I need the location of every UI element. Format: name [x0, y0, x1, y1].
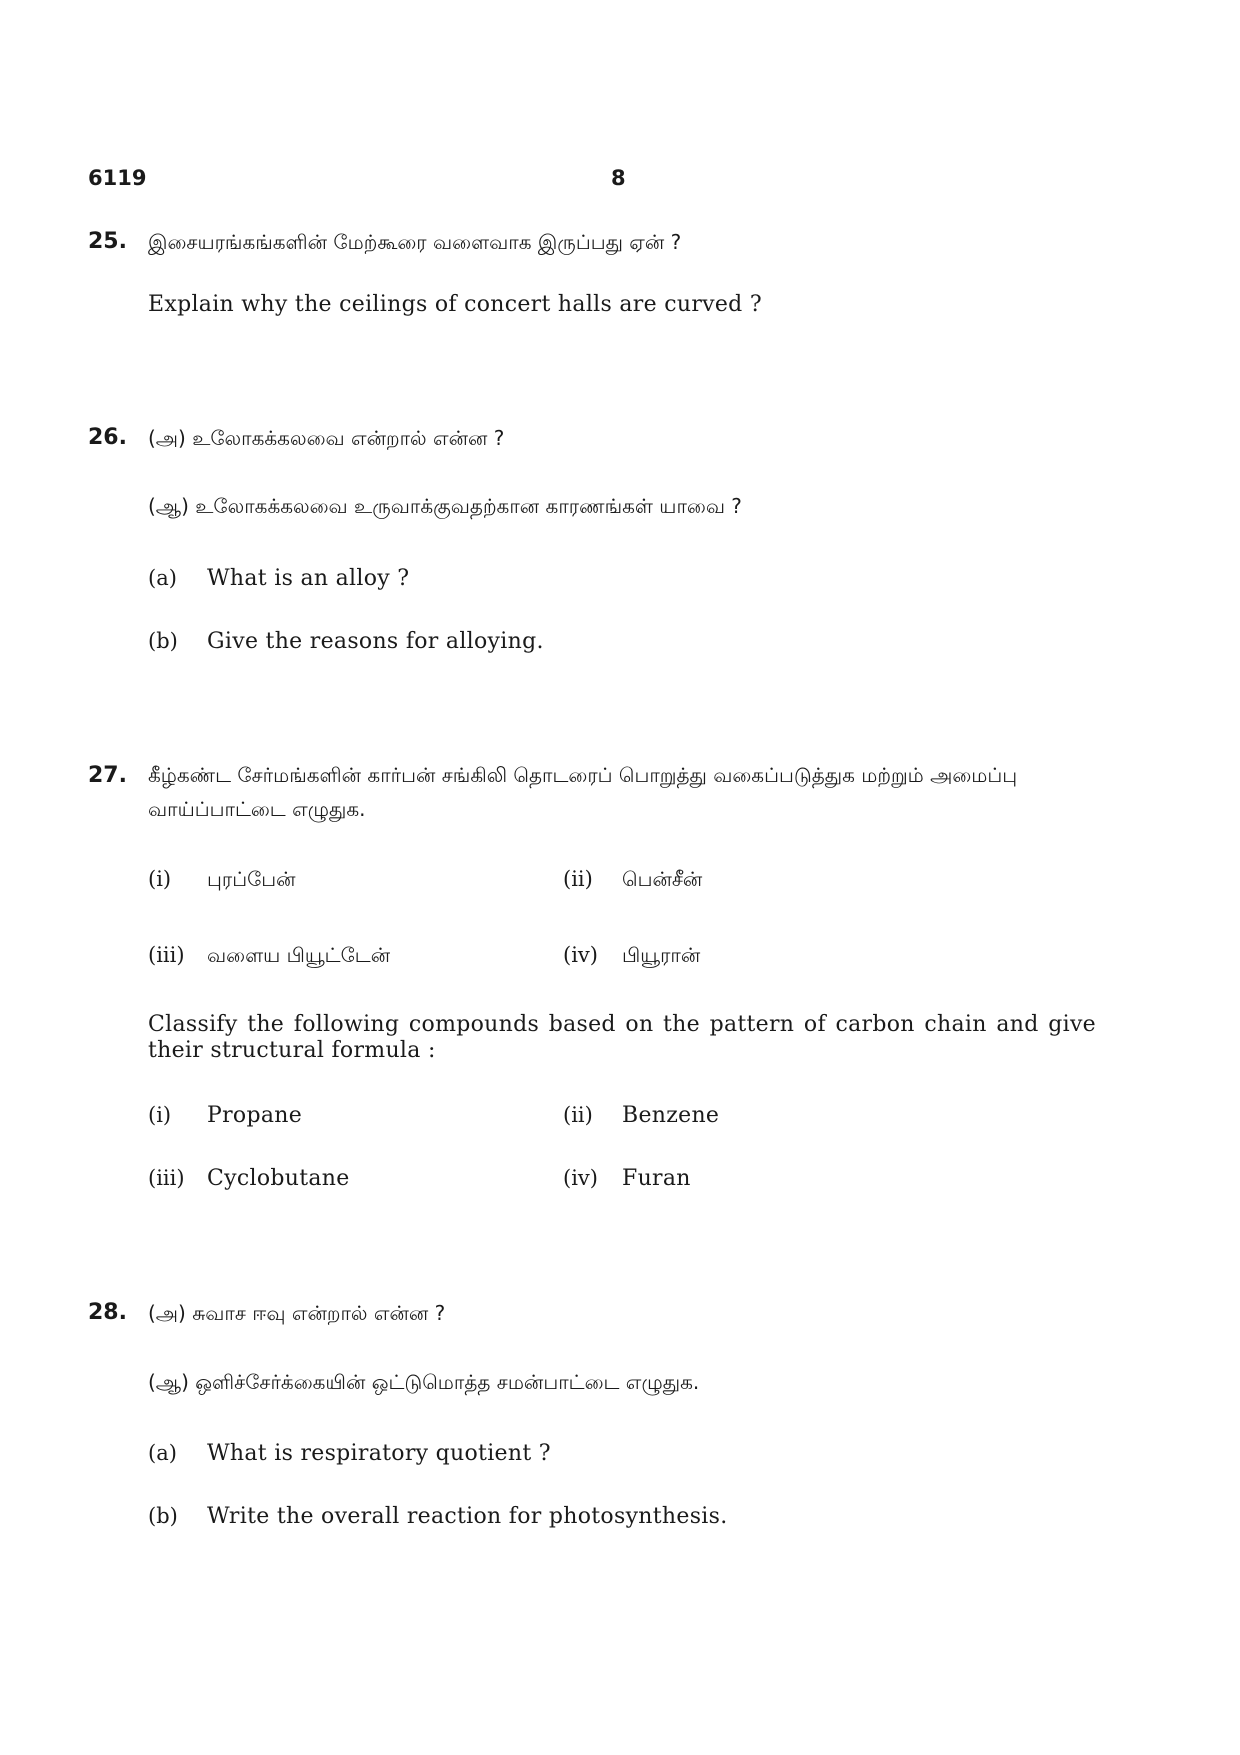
compound-name-english: Benzene [622, 1103, 720, 1128]
compound-label: (iv) [563, 1166, 598, 1190]
subquestion-tamil-b: (ஆ) ஒளிச்சேர்க்கையின் ஒட்டுமொத்த சமன்பாட்டை எழுதுக. [148, 1370, 700, 1394]
subquestion-tamil-b: (ஆ) உலோகக்கலவை உருவாக்குவதற்கான காரணங்கள் யாவை ? [148, 494, 742, 518]
compound-name-english: Furan [622, 1166, 691, 1191]
subquestion-english-a: What is respiratory quotient ? [207, 1441, 551, 1466]
compound-label: (ii) [563, 1103, 593, 1127]
subquestion-tamil-a: (அ) உலோகக்கலவை என்றால் என்ன ? [148, 426, 505, 450]
compound-label: (iv) [563, 943, 598, 967]
compound-name-english: Cyclobutane [207, 1166, 350, 1191]
compound-label: (i) [148, 1103, 172, 1127]
question-text-tamil: இசையரங்கங்களின் மேற்கூரை வளைவாக இருப்பது ஏன் ? [148, 230, 682, 254]
subquestion-label: (a) [148, 566, 177, 590]
subquestion-tamil-a: (அ) சுவாச ஈவு என்றால் என்ன ? [148, 1301, 446, 1325]
page-number: 8 [611, 166, 626, 190]
compound-label: (iii) [148, 943, 185, 967]
compound-name-english: Propane [207, 1103, 303, 1128]
subquestion-english-b: Write the overall reaction for photosynthesis. [207, 1504, 728, 1529]
question-number: 26. [88, 425, 127, 450]
question-text-english: Classify the following compounds based on the pattern of carbon chain and give their structural formula : [148, 1012, 1096, 1063]
question-number: 25. [88, 229, 127, 254]
subquestion-english-b: Give the reasons for alloying. [207, 629, 544, 654]
subquestion-label: (b) [148, 1504, 178, 1528]
subquestion-label: (b) [148, 629, 178, 653]
compound-label: (iii) [148, 1166, 185, 1190]
question-text-tamil: கீழ்கண்ட சேர்மங்களின் கார்பன் சங்கிலி தொடரைப் பொறுத்து வகைப்படுத்துக மற்றும் அமைப்பு வாய்ப்பாட்டை எழுதுக. [148, 763, 1018, 821]
question-number: 28. [88, 1300, 127, 1325]
compound-name-tamil: புரப்பேன் [207, 867, 296, 891]
paper-code: 6119 [88, 166, 147, 190]
question-number: 27. [88, 763, 127, 788]
compound-label: (i) [148, 867, 172, 891]
question-text-english: Explain why the ceilings of concert halls are curved ? [148, 292, 762, 317]
compound-name-tamil: பியூரான் [622, 943, 701, 967]
subquestion-label: (a) [148, 1441, 177, 1465]
compound-label: (ii) [563, 867, 593, 891]
subquestion-english-a: What is an alloy ? [207, 566, 410, 591]
compound-name-tamil: பென்சீன் [622, 867, 703, 891]
compound-name-tamil: வளைய பியூட்டேன் [207, 943, 391, 967]
